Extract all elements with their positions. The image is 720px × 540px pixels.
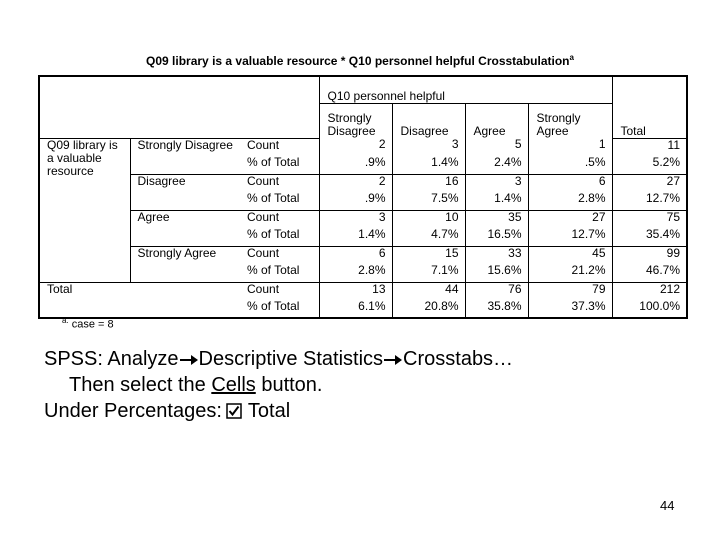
cell: 35.8%: [465, 300, 528, 318]
cell: 35: [465, 210, 528, 228]
cell: 13: [319, 282, 392, 300]
stat-label: Count: [247, 282, 319, 300]
cell: 16.5%: [465, 228, 528, 246]
stat-label: % of Total: [247, 156, 319, 174]
cell: .9%: [319, 192, 392, 210]
table-footnote: $^{a.}$ case = 8: [62, 316, 114, 331]
cell: 37.3%: [528, 300, 612, 318]
cell: 21.2%: [528, 264, 612, 282]
cell: 76: [465, 282, 528, 300]
col-header-strongly-agree: Strongly Agree: [536, 111, 581, 138]
cell: 15: [392, 246, 465, 264]
cell: 2: [319, 138, 392, 156]
cell: 2.8%: [319, 264, 392, 282]
cell: 10: [392, 210, 465, 228]
row-label: Disagree: [130, 174, 247, 210]
crosstab-table: [38, 75, 688, 319]
cell: 7.1%: [392, 264, 465, 282]
cell: 2: [319, 174, 392, 192]
instructions-text: [44, 346, 513, 424]
cell: 35.4%: [645, 227, 680, 241]
cell: 45: [528, 246, 612, 264]
cell: 1.4%: [392, 156, 465, 174]
cell: 46.7%: [612, 264, 687, 282]
row-group-label: Q09 library is a valuable resource: [47, 137, 118, 178]
stat-label: % of Total: [247, 264, 319, 282]
cell: 212: [659, 281, 680, 296]
page-number: 44: [660, 498, 675, 513]
arrow-right-icon: [180, 354, 198, 366]
cell: 6: [319, 246, 392, 264]
row-label: Agree: [130, 210, 247, 246]
cell: 1: [528, 138, 612, 156]
cell: 6.1%: [319, 300, 392, 318]
cell: 12.7%: [645, 191, 680, 205]
cell: 6: [528, 174, 612, 192]
cell: 27: [612, 174, 687, 192]
instruction-line-2: Then select the Cells button.: [69, 374, 323, 396]
cell: 15.6%: [465, 264, 528, 282]
col-header-strongly-disagree: Strongly Disagree: [327, 111, 376, 138]
stat-label: Count: [247, 138, 319, 156]
cell: 5.2%: [652, 155, 680, 169]
total-row-label: Total: [47, 281, 73, 296]
cell: 1.4%: [465, 192, 528, 210]
stat-label: % of Total: [247, 192, 319, 210]
row-label: Strongly Agree: [130, 246, 247, 282]
stat-label: % of Total: [247, 300, 319, 318]
cell: 20.8%: [392, 300, 465, 318]
crosstab-title: Q09 library is a valuable resource * Q10 personnel helpful Crosstabulation$^a$: [146, 53, 574, 68]
cell: 75: [612, 210, 687, 228]
cell: 7.5%: [392, 192, 465, 210]
stat-label: Count: [247, 174, 319, 192]
cell: 100.0%: [639, 299, 680, 313]
stat-label: Count: [247, 210, 319, 228]
arrow-right-icon: [384, 354, 402, 366]
cell: 99: [612, 246, 687, 264]
cell: 1.4%: [319, 228, 392, 246]
col-group-label: Q10 personnel helpful: [327, 89, 445, 103]
col-header-disagree: Disagree: [400, 124, 449, 138]
row-label: Strongly Disagree: [137, 137, 233, 152]
stat-label: Count: [247, 246, 319, 264]
cell: 5: [465, 138, 528, 156]
instruction-line-3: Under Percentages: Total: [44, 400, 291, 422]
cell: 79: [528, 282, 612, 300]
cell: 11: [667, 137, 680, 152]
cell: 3: [392, 138, 465, 156]
cell: 16: [392, 174, 465, 192]
cell: 2.4%: [465, 156, 528, 174]
cell: 44: [392, 282, 465, 300]
cell: 12.7%: [528, 228, 612, 246]
checked-box-icon: [226, 403, 242, 419]
cell: 3: [465, 174, 528, 192]
cell: 4.7%: [392, 228, 465, 246]
col-header-total: Total: [620, 123, 646, 138]
cell: 27: [528, 210, 612, 228]
cell: 3: [319, 210, 392, 228]
cell: .9%: [319, 156, 392, 174]
cell: .5%: [528, 156, 612, 174]
instruction-line-1: SPSS: Analyze Descriptive Statistics Crosstabs…: [44, 348, 514, 370]
cell: 33: [465, 246, 528, 264]
col-header-agree: Agree: [473, 124, 506, 138]
stat-label: % of Total: [247, 228, 319, 246]
cell: 2.8%: [528, 192, 612, 210]
